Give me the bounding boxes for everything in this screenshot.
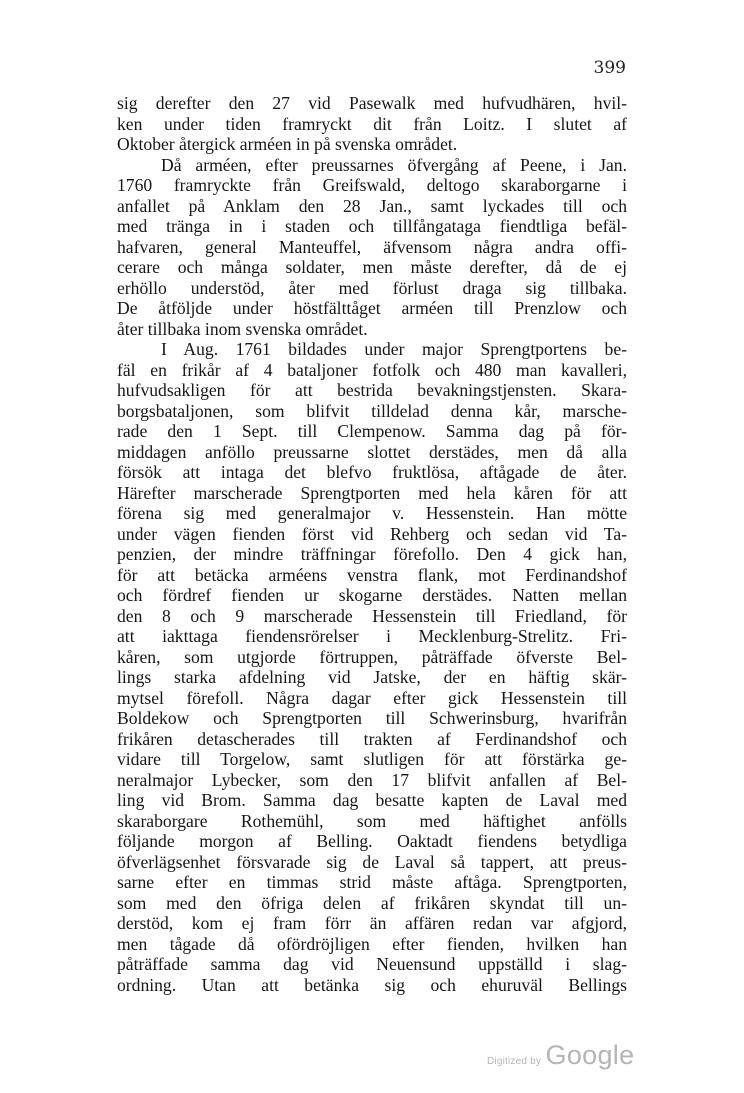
text-line: åter tillbaka inom svenska området. xyxy=(117,318,368,339)
text-line: skaraborgare Rothemühl, som med häftighet anfölls xyxy=(117,810,627,831)
text-line: med tränga in i staden och tillfångataga fiendtliga befäl- xyxy=(117,216,627,236)
text-line: hafvaren, general Manteuffel, äfvensom några andra offi- xyxy=(117,236,627,257)
text-line: anfallet på Anklam den 28 Jan., samt lyckades till och xyxy=(117,195,627,216)
text-line: erhöllo understöd, åter med förlust draga sig tillbaka. xyxy=(117,277,627,298)
text-line: borgsbataljonen, som blifvit tilldelad denna kår, marsche- xyxy=(117,400,627,421)
text-line: Härefter marscherade Sprengtporten med hela kåren för att xyxy=(117,482,627,503)
text-line: De åtföljde under höstfälttåget arméen till Prenzlow och xyxy=(117,298,627,318)
text-line: men tågade då ofördröjligen efter fienden, hvilken han xyxy=(117,933,627,954)
text-line: under vägen fienden först vid Rehberg och sedan vid Ta- xyxy=(117,523,627,544)
text-line: lings starka afdelning vid Jatske, der en häftig skär- xyxy=(117,667,627,687)
text-line: derstöd, kom ej fram förr än affären redan var afgjord, xyxy=(117,913,627,933)
text-line: middagen anföllo preussarne slottet derstädes, men då alla xyxy=(117,441,627,462)
text-line: förena sig med generalmajor v. Hessenstein. Han mötte xyxy=(117,503,627,523)
text-line: neralmajor Lybecker, som den 17 blifvit anfallen af Bel- xyxy=(117,769,627,790)
text-line: den 8 och 9 marscherade Hessenstein till Friedland, för xyxy=(117,605,627,626)
text-line: 1760 framryckte från Greifswald, deltogo skaraborgarne i xyxy=(117,175,627,195)
text-line: kåren, som utgjorde förtruppen, påträffade öfverste Bel- xyxy=(117,646,627,667)
google-logo: Google xyxy=(545,1040,635,1070)
text-line: att iakttaga fiendensrörelser i Mecklenburg-Strelitz. Fri- xyxy=(117,626,627,646)
text-line: försök att intaga det blefvo fruktlösa, aftågade de åter. xyxy=(117,462,627,482)
text-line: hufvudsakligen för att bestrida bevakningstjensten. Skara- xyxy=(117,380,627,400)
text-line: ordning. Utan att betänka sig och ehuruväl Bellings xyxy=(117,974,627,995)
text-line: cerare och många soldater, men måste derefter, då de ej xyxy=(117,257,627,277)
text-line: mytsel förefoll. Några dagar efter gick Hessenstein till xyxy=(117,687,627,708)
text-line: Boldekow och Sprengtporten till Schwerinsburg, hvarifrån xyxy=(117,708,627,728)
text-line: rade den 1 Sept. till Clempenow. Samma dag på för- xyxy=(117,421,627,441)
text-line: sig derefter den 27 vid Pasewalk med hufvudhären, hvil- xyxy=(117,93,627,113)
text-line: sarne efter en timmas strid måste aftåga. Sprengtporten, xyxy=(117,872,627,892)
text-line: I Aug. 1761 bildades under major Sprengtportens be- xyxy=(161,339,627,359)
watermark-prefix: Digitized by xyxy=(487,1056,542,1067)
text-line: penzien, der mindre träffningar förefollo. Den 4 gick han, xyxy=(117,544,627,564)
text-line: frikåren detascherades till trakten af Ferdinandshof och xyxy=(117,728,627,749)
text-line: fäl en frikår af 4 bataljoner fotfolk och 480 man kavalleri, xyxy=(117,359,627,380)
text-line: som med den öfriga delen af frikåren skyndat till un- xyxy=(117,892,627,913)
text-line: och fördref fienden ur skogarne derstädes. Natten mellan xyxy=(117,585,627,605)
text-line: ken under tiden framryckt dit från Loitz. I slutet af xyxy=(117,113,627,134)
page-number: 399 xyxy=(593,58,626,78)
text-line: för att betäcka arméens venstra flank, mot Ferdinandshof xyxy=(117,564,627,585)
digitized-by-google-watermark xyxy=(487,1040,634,1071)
text-line: vidare till Torgelow, samt slutligen för att förstärka ge- xyxy=(117,749,627,769)
text-line: påträffade samma dag vid Neuensund uppställd i slag- xyxy=(117,954,627,974)
text-line: följande morgon af Belling. Oaktadt fiendens betydliga xyxy=(117,831,627,851)
text-line: ling vid Brom. Samma dag besatte kapten de Laval med xyxy=(117,790,627,810)
body-text xyxy=(117,93,627,995)
text-line: Oktober återgick arméen in på svenska området. xyxy=(117,134,458,154)
text-line: öfverlägsenhet försvarade sig de Laval så tappert, att preus- xyxy=(117,851,627,872)
text-line: Då arméen, efter preussarnes öfvergång af Peene, i Jan. xyxy=(161,154,627,175)
